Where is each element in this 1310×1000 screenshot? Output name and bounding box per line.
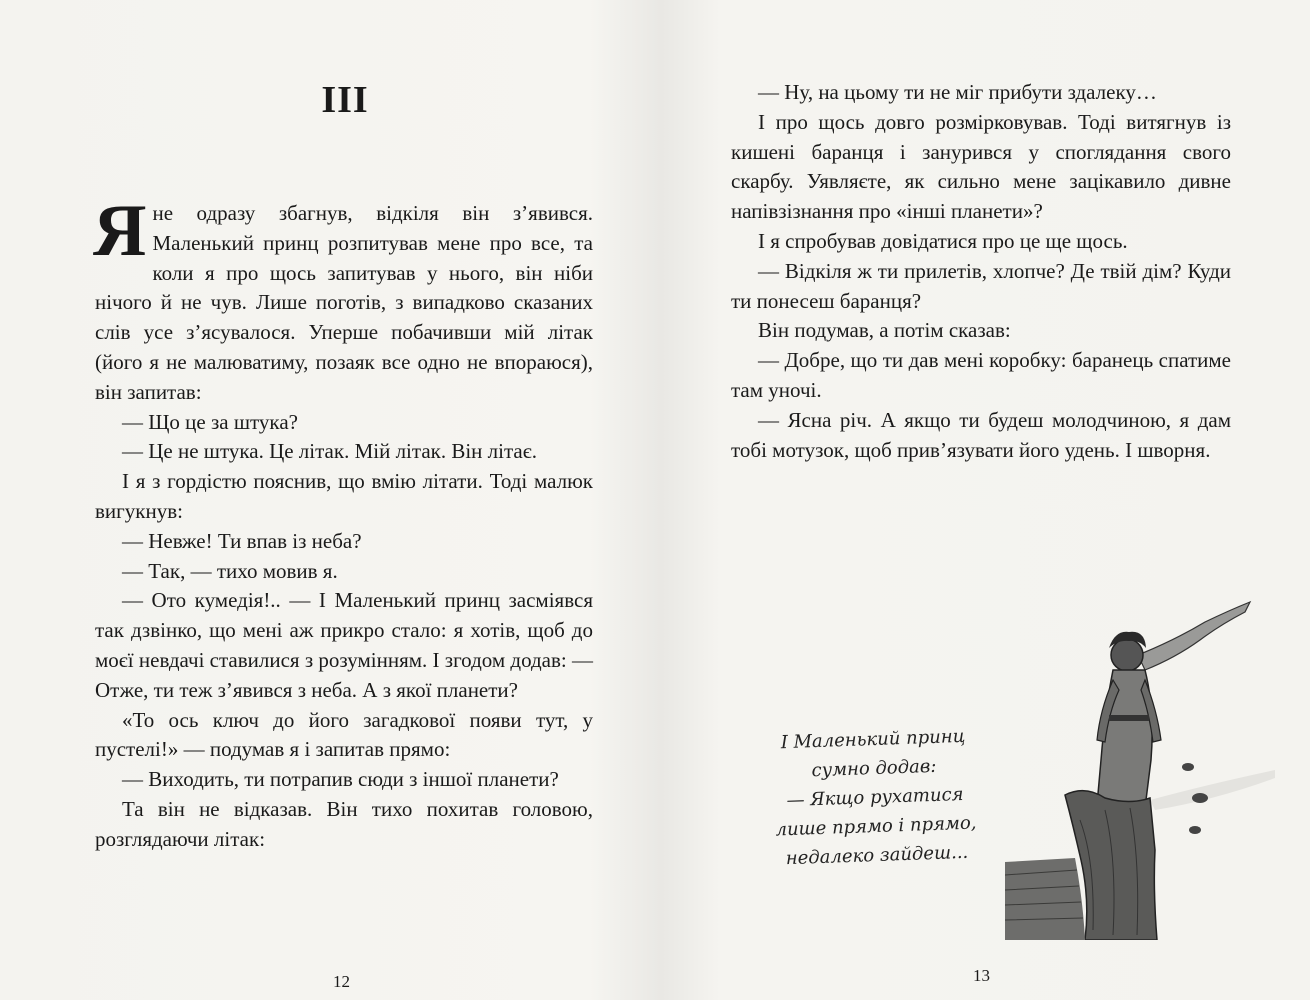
paragraph: І я з гордістю пояснив, що вмію літати. Тоді малюк вигукнув: (95, 469, 593, 523)
paragraph (93, 190, 593, 408)
paragraph: І я спробував довідатися про це ще щось. (758, 228, 1128, 253)
little-prince-illustration (1005, 600, 1275, 940)
rock-shape (1182, 763, 1194, 771)
drop-cap: Я (93, 190, 147, 272)
paragraph: — Так, — тихо мовив я. (122, 558, 338, 583)
head-shape (1111, 639, 1143, 671)
paragraph: І про щось довго розмірковував. Тоді витягнув із кишені баранця і занурився у споглядання свого скарбу. Уявляєте, як сильно мене зацікавило дивне напівзізнання про «інші планети»? (731, 109, 1231, 224)
paragraph: — Що це за штука? (122, 409, 298, 434)
scarf-shape (1138, 602, 1250, 670)
paragraph: — Це не штука. Це літак. Мій літак. Він літає. (122, 439, 538, 464)
paragraph: — Виходить, ти потрапив сюди з іншої планети? (122, 767, 559, 792)
caption-line: сумно додав: (811, 755, 937, 782)
paragraph: — Ото кумедія!.. — І Маленький принц засміявся так дзвінко, що мені аж прикро стало: я хотів, щоб до моєї невдачі ставилися з розумінням. І згодом додав: — Отже, ти теж з’явився з неба. А з якої планети? (95, 588, 593, 702)
page-number-left: 12 (333, 972, 350, 991)
paragraph: Він подумав, а потім сказав: (758, 318, 1011, 343)
rock-shape (1189, 826, 1201, 834)
paragraph-text: не одразу збагнув, відкіля він з’явився. Маленький принц розпитував мене про все, та коли я про щось запитував у нього, він ніби нічого й не чув. Лише поготів, з випадково сказаних слів усе з’ясувалося. Уперше побачивши мій літак (його я не малюватиму, позаяк все одно не впораюся), він запитав: (95, 201, 593, 404)
page-number-right: 13 (973, 966, 990, 985)
right-page-text (731, 78, 1231, 465)
paragraph: — Ну, на цьому ти не міг прибути здалеку… (758, 80, 1157, 104)
paragraph: — Добре, що ти дав мені коробку: баранець спатиме там уночі. (731, 348, 1231, 402)
chapter-title: III (321, 79, 369, 121)
paragraph: — Невже! Ти впав із неба? (122, 528, 362, 553)
rock-shape (1192, 793, 1208, 803)
belt-shape (1109, 715, 1149, 721)
illustration-caption (733, 720, 1018, 875)
right-page (655, 0, 1310, 1000)
caption-line: лише прямо і прямо, (775, 812, 977, 841)
paragraph: — Ясна річ. А якщо ти будеш молодчиною, я дам тобі мотузок, щоб прив’язувати його удень. І шворня. (731, 407, 1231, 462)
paragraph: «То ось ключ до його загадкової появи тут, у пустелі!» — подумав я і запитав прямо: (95, 707, 593, 762)
left-page-text (93, 190, 593, 855)
caption-line: — Якщо рухатися (786, 783, 964, 812)
paragraph: — Відкіля ж ти прилетів, хлопче? Де твій дім? Куди ти понесеш баранця? (731, 258, 1231, 313)
caption-line: І Маленький принц (780, 725, 966, 754)
hillside-shape (1150, 770, 1275, 810)
caption-line: недалеко зайдеш... (785, 841, 969, 870)
paragraph: Та він не відказав. Він тихо похитав головою, розглядаючи літак: (95, 796, 593, 851)
